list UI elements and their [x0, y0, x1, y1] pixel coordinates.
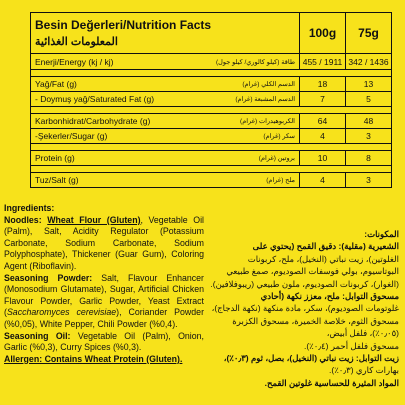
column-100g-header: 100g: [300, 13, 346, 53]
seasoning-powder-text-2: ), Coriander Powder (%0,05), White Pepper, Chili Powder (%0,4).: [4, 307, 204, 329]
nutrient-name: Enerji/Energy (kj / kj): [35, 56, 114, 67]
ingredients-arabic: [199, 228, 399, 389]
noodles-text: , Vegetable Oil (Palm), Salt, Acidity Regulator (Potassium Carbonate, Sodium Carbonate, Sodium Polyphosphate), Thickener (Guar Gum), Coloring Agent (Riboflavin).: [4, 214, 204, 271]
nutrition-row-fat: [31, 77, 391, 92]
seasoning-oil-paragraph: [4, 331, 204, 354]
ingredients-english: [4, 203, 204, 365]
nutrition-title-ar: المعلومات الغذائية: [35, 36, 118, 48]
seasoning-powder-text-1: Salt, Flavour Enhancer (Monosodium Glutamate), Sugar, Artificial Chicken Flavour Powder, Garlic Powder, Yeast Extract (: [4, 272, 204, 318]
noodles-label: Noodles:: [4, 214, 42, 225]
nutrient-name-ar: الكربوهيدرات (غرام): [240, 118, 295, 125]
value-75g: 8: [366, 153, 371, 163]
nutrient-name-ar: ملح (غرام): [266, 177, 295, 184]
arabic-ingredients-line: مسحوق التوابل: ملح، معزز نكهة (أحادي: [260, 291, 399, 302]
nutrient-name-ar: بروتين (غرام): [258, 155, 295, 162]
value-75g: 3: [366, 175, 371, 185]
ingredients-heading: Ingredients:: [4, 203, 55, 213]
nutrient-name: Karbonhidrat/Carbohydrate (g): [35, 116, 151, 126]
arabic-ingredients-line: البوتاسيوم، بولي فوسفات الصوديوم، صمغ طبيعي: [226, 266, 399, 277]
value-75g: 5: [366, 94, 371, 104]
nutrition-header-row: [31, 13, 391, 54]
arabic-ingredients-line: (٠٫٠٥٪)، فلفل أبيض،: [326, 328, 399, 339]
nutrient-name-ar: سكر (غرام): [263, 133, 295, 140]
nutrition-row-carbohydrate: [31, 114, 391, 129]
arabic-allergen-line: المواد المثيرة للحساسية غلوتين القمح.: [264, 377, 399, 388]
arabic-ingredients-line: مسحوق الثوم، خلاصة الخميرة، مسحوق الكزبرة: [232, 315, 399, 326]
nutrient-name: Yağ/Fat (g): [35, 79, 77, 89]
seasoning-powder-paragraph: [4, 273, 204, 331]
arabic-ingredients-line: (الغوار)، كربونات الصوديوم، ملون طبيعي (ريبوفلافين).: [210, 278, 399, 289]
nutrition-row-protein: [31, 151, 391, 166]
value-100g: 7: [300, 92, 346, 106]
row-spacer: [31, 144, 391, 151]
arabic-ingredients-line: المكونات:: [364, 229, 399, 239]
nutrient-name-ar: طاقة (كيلو كالوري/ كيلو جول): [216, 58, 295, 66]
arabic-ingredients-line: مسحوق فلفل أحمر (٠٫٤٪).: [303, 340, 399, 351]
nutrition-row-saturated-fat: [31, 92, 391, 107]
column-75g-header: 75g: [358, 26, 379, 40]
nutrient-name: Protein (g): [35, 153, 75, 163]
noodles-paragraph: [4, 215, 204, 273]
allergen-statement: Allergen: Contains Wheat Protein (Gluten).: [4, 353, 183, 364]
arabic-ingredients-line: الشعيرية (مقلية): دقيق القمح (يحتوي على: [252, 241, 399, 252]
value-100g: 64: [300, 114, 346, 128]
nutrition-title-cell: [31, 13, 300, 53]
seasoning-oil-text: Vegetable Oil (Palm), Onion, Garlic (%0,3), Curry Spices (%0,3).: [4, 330, 204, 353]
seasoning-powder-label: Seasoning Powder:: [4, 272, 93, 283]
seasoning-oil-label: Seasoning Oil:: [4, 330, 71, 341]
saccharomyces-text: Saccharomyces cerevisiae: [6, 307, 117, 318]
nutrient-name: Tuz/Salt (g): [35, 175, 79, 185]
nutrient-name: - Doymuş yağ/Saturated Fat (g): [35, 94, 155, 104]
row-spacer: [31, 107, 391, 114]
row-spacer: [31, 166, 391, 173]
nutrition-facts-table: [30, 12, 392, 188]
value-75g: 3: [366, 131, 371, 141]
nutrient-name-ar: الدسم الكلي (غرام): [242, 81, 295, 88]
wheat-flour-allergen: Wheat Flour (Gluten): [47, 214, 141, 225]
nutrition-title-en: Besin Değerleri/Nutrition Facts: [35, 18, 212, 32]
value-100g: 4: [300, 129, 346, 143]
arabic-ingredients-line: الغلوتين)، زيت نباتي (النخيل)، ملح، كربونات: [247, 253, 399, 264]
arabic-ingredients-line: زيت التوابل: زيت نباتي (النخيل)، بصل، ثوم (٠٫٣٪)،: [223, 353, 399, 364]
value-100g: 18: [300, 77, 346, 91]
value-75g: 342 / 1436: [348, 56, 389, 67]
nutrition-row-sugar: [31, 129, 391, 144]
arabic-ingredients-line: غلوتومات الصوديوم)، سكر، مادة منكهة (نكهة الدجاج)،: [211, 303, 399, 314]
value-75g: 48: [363, 116, 374, 126]
value-100g: 455 / 1911: [300, 54, 346, 69]
row-spacer: [31, 70, 391, 77]
nutrition-row-energy: [31, 54, 391, 70]
nutrient-name: -Şekerler/Sugar (g): [35, 131, 108, 141]
nutrient-name-ar: الدسم المشبعة (غرام): [235, 96, 295, 103]
nutrition-row-salt: [31, 173, 391, 187]
value-75g: 13: [363, 79, 374, 89]
arabic-ingredients-line: بهارات كاري (٠٫٣٪).: [329, 365, 399, 376]
value-100g: 4: [300, 173, 346, 187]
value-100g: 10: [300, 151, 346, 165]
